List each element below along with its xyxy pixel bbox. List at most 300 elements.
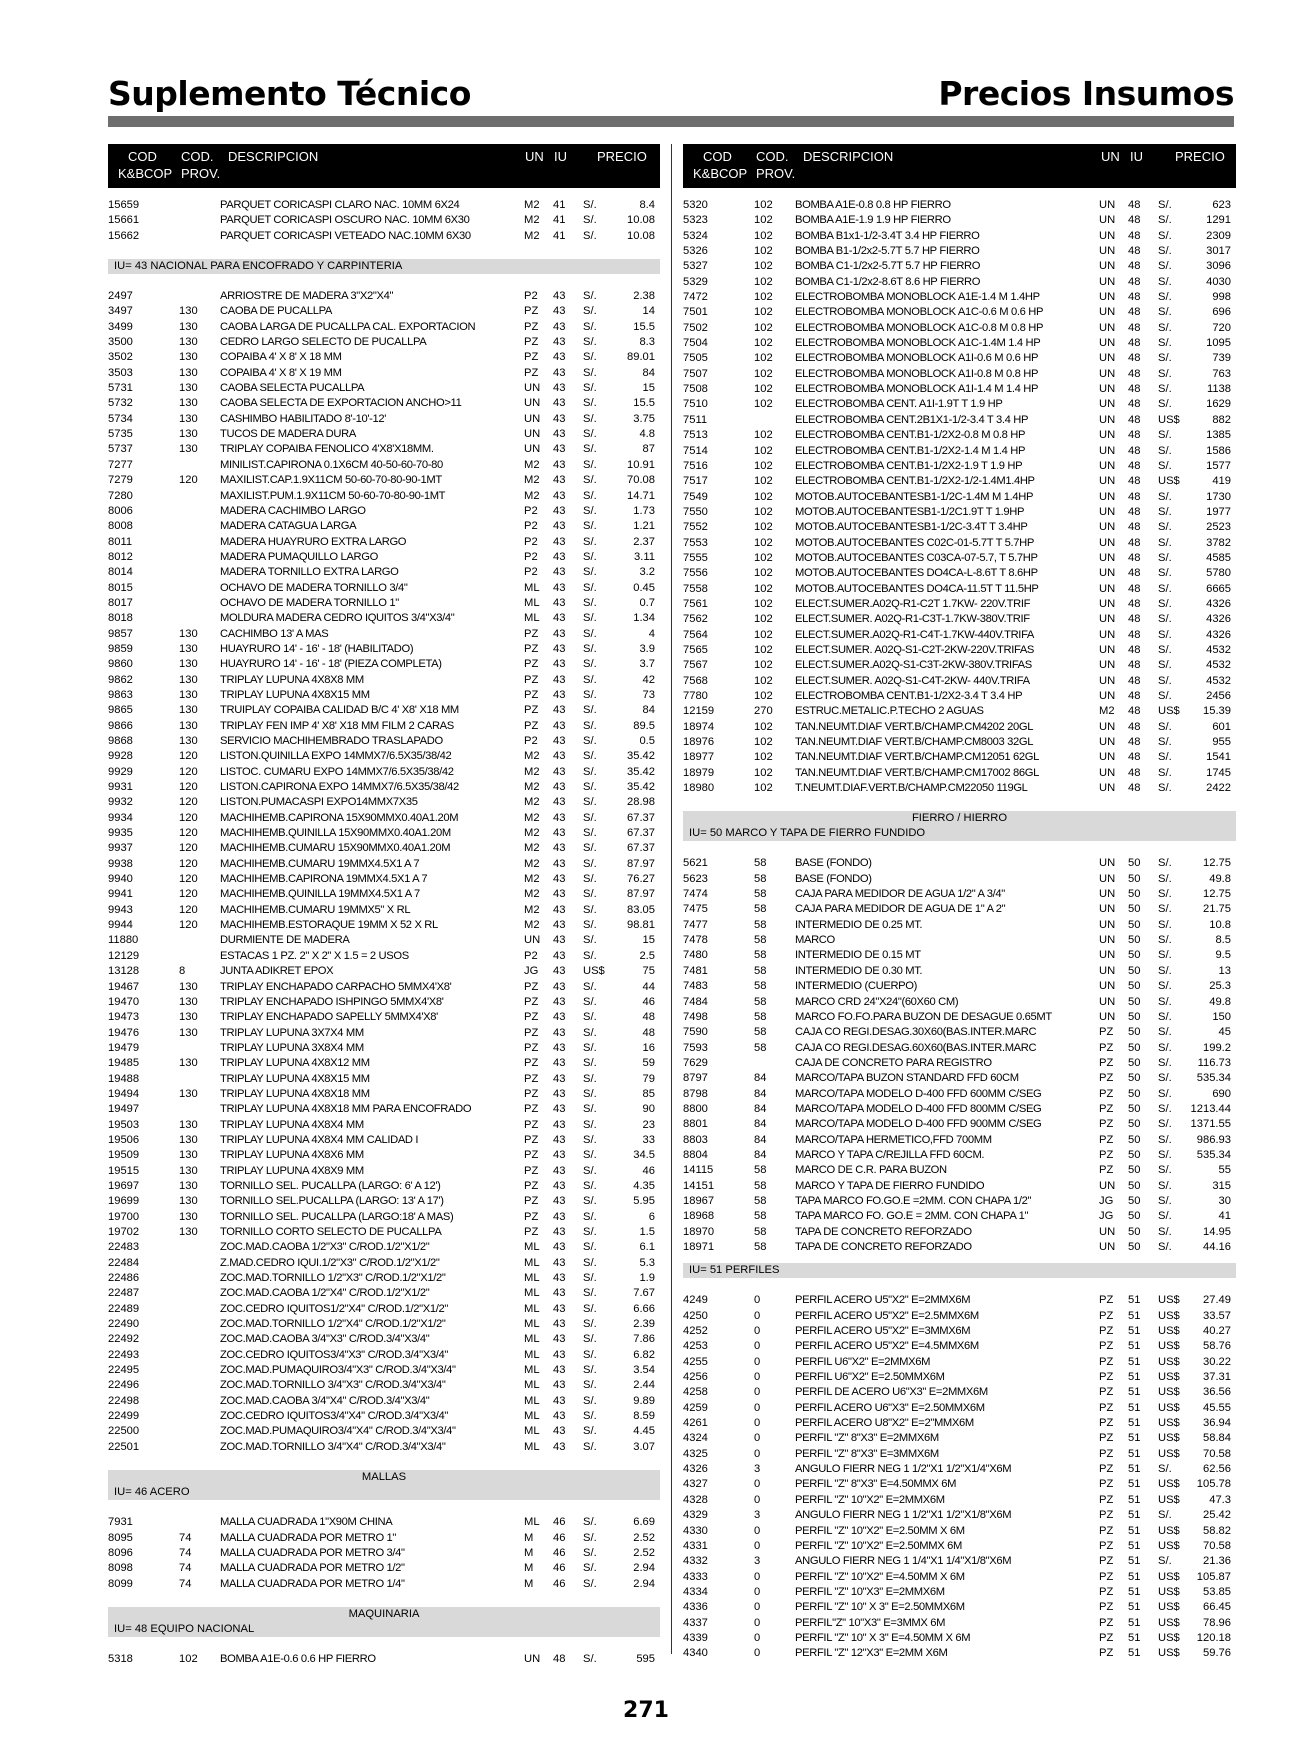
- cell-un: JG: [524, 965, 539, 978]
- cell-prov: 120: [179, 873, 198, 886]
- cell-prov: 102: [754, 643, 773, 656]
- cell-cod: 22501: [108, 1440, 140, 1453]
- cell-iu: 43: [553, 980, 566, 993]
- cell-cod: 7472: [683, 291, 708, 304]
- cell-currency: S/.: [583, 474, 597, 487]
- cell-currency: S/.: [583, 535, 597, 548]
- cell-description: CACHIMBO 13' A MAS: [220, 627, 329, 640]
- cell-description: MACHIHEMB.ESTORAQUE 19MM X 52 X RL: [220, 919, 438, 932]
- cell-cod: 8008: [108, 520, 133, 533]
- cell-iu: 50: [1128, 1087, 1141, 1100]
- cell-iu: 48: [1128, 275, 1141, 288]
- cell-iu: 48: [1128, 766, 1141, 779]
- cell-iu: 43: [553, 642, 566, 655]
- table-row: [683, 1493, 1236, 1508]
- table-row: [108, 719, 660, 734]
- cell-price: 4326: [1206, 613, 1231, 626]
- cell-description: DURMIENTE DE MADERA: [220, 934, 350, 947]
- cell-cod: 9934: [108, 811, 133, 824]
- cell-cod: 18980: [683, 782, 715, 795]
- cell-prov: 0: [754, 1432, 761, 1445]
- cell-price: 35.42: [627, 781, 655, 794]
- table-row: [683, 1179, 1236, 1194]
- cell-currency: S/.: [583, 199, 597, 211]
- cell-price: 1138: [1206, 383, 1231, 396]
- cell-prov: 102: [179, 1652, 198, 1665]
- cell-iu: 50: [1128, 995, 1141, 1008]
- cell-cod: 5732: [108, 397, 133, 410]
- cell-un: PZ: [1099, 1294, 1114, 1307]
- cell-price: 16: [642, 1041, 655, 1054]
- cell-un: ML: [524, 1516, 540, 1529]
- cell-price: 3.07: [633, 1440, 655, 1453]
- table-row: [108, 1240, 660, 1255]
- table-row: [108, 366, 660, 381]
- cell-prov: 102: [754, 306, 773, 319]
- cell-price: 1213.44: [1190, 1102, 1231, 1115]
- cell-price: 8.3: [639, 336, 655, 349]
- cell-iu: 50: [1128, 1210, 1141, 1223]
- cell-prov: 130: [179, 305, 198, 318]
- cell-description: ELECT.SUMER.A02Q-R1-C4T-1.7KW-440V.TRIFA: [795, 628, 1035, 641]
- cell-description: TRUIPLAY COPAIBA CALIDAD B/C 4' X8' X18 MM: [220, 704, 459, 717]
- cell-cod: 9932: [108, 796, 133, 809]
- cell-price: 2.37: [633, 535, 655, 548]
- cell-currency: S/.: [1158, 459, 1172, 472]
- cell-currency: S/.: [583, 627, 597, 640]
- cell-description: BASE (FONDO): [795, 872, 872, 885]
- table-row: [108, 765, 660, 780]
- cell-un: M2: [524, 842, 540, 855]
- table-row: [683, 1133, 1236, 1148]
- cell-description: TRIPLAY LUPUNA 4X8X6 MM: [220, 1149, 364, 1162]
- cell-iu: 50: [1128, 1133, 1141, 1146]
- cell-un: UN: [1099, 690, 1116, 702]
- cell-un: UN: [524, 382, 541, 395]
- cell-price: 1.21: [633, 520, 655, 533]
- cell-price: 13: [1218, 964, 1231, 977]
- cell-iu: 48: [1128, 214, 1141, 227]
- cell-description: ZOC.MAD.TORNILLO 3/4"X3" C/ROD.3/4"X3/4": [220, 1379, 446, 1392]
- cell-un: M2: [524, 199, 540, 211]
- cell-currency: S/.: [1158, 199, 1172, 211]
- cell-cod: 5737: [108, 443, 133, 456]
- cell-iu: 51: [1128, 1371, 1141, 1384]
- cell-cod: 13128: [108, 965, 140, 978]
- cell-un: PZ: [1099, 1087, 1114, 1100]
- cell-un: PZ: [524, 980, 539, 993]
- cell-cod: 22483: [108, 1241, 140, 1254]
- cell-price: 6.69: [633, 1516, 655, 1529]
- table-row: [683, 1447, 1236, 1462]
- cell-un: UN: [1099, 429, 1116, 442]
- left-price-table: [108, 144, 660, 1667]
- cell-un: PZ: [524, 1179, 539, 1192]
- cell-cod: 4330: [683, 1524, 708, 1537]
- cell-un: PZ: [524, 305, 539, 318]
- cell-un: PZ: [524, 719, 539, 732]
- table-row: [683, 474, 1236, 489]
- cell-currency: S/.: [583, 658, 597, 671]
- cell-description: MARCO/TAPA MODELO D-400 FFD 900MM C/SEG: [795, 1118, 1042, 1131]
- cell-price: 62.56: [1203, 1463, 1231, 1476]
- cell-prov: 3: [754, 1509, 761, 1522]
- cell-description: SERVICIO MACHIHEMBRADO TRASLAPADO: [220, 735, 443, 747]
- cell-currency: S/.: [1158, 1555, 1172, 1568]
- cell-price: 67.37: [627, 842, 655, 855]
- table-row: [108, 1118, 660, 1133]
- table-row: [108, 1302, 660, 1317]
- cell-currency: S/.: [1158, 1133, 1172, 1146]
- cell-price: 76.27: [627, 873, 655, 886]
- cell-cod: 22486: [108, 1272, 140, 1285]
- cell-cod: 19473: [108, 1011, 140, 1024]
- table-row: [108, 627, 660, 642]
- cell-iu: 48: [1128, 337, 1141, 350]
- cell-un: UN: [524, 412, 541, 425]
- cell-iu: 48: [1128, 613, 1141, 626]
- cell-currency: S/.: [583, 1241, 597, 1254]
- cell-currency: S/.: [583, 642, 597, 655]
- table-row: [683, 1071, 1236, 1086]
- cell-description: PERFIL DE ACERO U6"X3" E=2MMX6M: [795, 1386, 988, 1399]
- cell-un: UN: [1099, 888, 1116, 901]
- cell-price: 70.08: [627, 474, 655, 487]
- row-spacer: [683, 1278, 1236, 1293]
- cell-price: 21.36: [1203, 1555, 1231, 1568]
- cell-prov: 130: [179, 1226, 198, 1238]
- cell-un: UN: [1099, 199, 1116, 211]
- cell-un: UN: [1099, 505, 1116, 518]
- cell-cod: 4333: [683, 1570, 708, 1583]
- cell-prov: 130: [179, 382, 198, 395]
- cell-un: ML: [524, 1348, 540, 1361]
- cell-cod: 22489: [108, 1302, 140, 1315]
- cell-cod: 7565: [683, 643, 708, 656]
- cell-un: M2: [524, 811, 540, 824]
- cell-cod: 7510: [683, 398, 708, 411]
- cell-price: 83.05: [627, 903, 655, 916]
- cell-un: M2: [524, 229, 540, 242]
- cell-price: 1095: [1206, 337, 1231, 350]
- cell-currency: S/.: [1158, 888, 1172, 901]
- table-row: [108, 933, 660, 948]
- cell-currency: US$: [1158, 1417, 1180, 1430]
- subsection-heading: IU= 46 ACERO: [108, 1485, 660, 1500]
- cell-prov: 130: [179, 735, 198, 747]
- cell-currency: S/.: [1158, 1010, 1172, 1023]
- table-row: [108, 918, 660, 933]
- cell-iu: 50: [1128, 934, 1141, 947]
- table-row: [108, 1041, 660, 1056]
- cell-un: UN: [1099, 475, 1116, 488]
- cell-prov: 74: [179, 1546, 192, 1559]
- cell-un: PZ: [1099, 1133, 1114, 1146]
- cell-description: PERFIL "Z" 10"X3" E=2MMX6M: [795, 1585, 945, 1598]
- cell-cod: 7558: [683, 582, 708, 595]
- cell-price: 14.71: [627, 489, 655, 502]
- cell-cod: 22496: [108, 1379, 140, 1392]
- cell-price: 87.97: [627, 888, 655, 901]
- table-row: [683, 490, 1236, 505]
- cell-price: 67.37: [627, 811, 655, 824]
- cell-description: ELECTROBOMBA CENT.B1-1/2X2-1/2-1.4M1.4HP: [795, 475, 1035, 488]
- cell-price: 1745: [1206, 766, 1231, 779]
- cell-description: MACHIHEMB.CUMARU 19MMX5" X RL: [220, 903, 411, 916]
- cell-price: 120.18: [1196, 1631, 1231, 1644]
- cell-cod: 18977: [683, 751, 715, 764]
- cell-currency: S/.: [1158, 367, 1172, 380]
- header-cod: COD: [703, 149, 732, 164]
- cell-currency: S/.: [583, 1302, 597, 1315]
- cell-price: 3.9: [639, 642, 655, 655]
- cell-cod: 4256: [683, 1371, 708, 1384]
- cell-price: 4.45: [633, 1425, 655, 1438]
- cell-iu: 50: [1128, 949, 1141, 962]
- table-row: [108, 749, 660, 764]
- cell-cod: 3500: [108, 336, 133, 349]
- cell-description: PARQUET CORICASPI CLARO NAC. 10MM 6X24: [220, 199, 460, 211]
- cell-un: UN: [1099, 567, 1116, 580]
- cell-description: HUAYRURO 14' - 16' - 18' (PIEZA COMPLETA): [220, 658, 442, 671]
- cell-un: UN: [1099, 444, 1116, 457]
- cell-iu: 50: [1128, 1041, 1141, 1054]
- cell-prov: 102: [754, 582, 773, 595]
- cell-prov: 102: [754, 214, 773, 227]
- cell-un: PZ: [1099, 1493, 1114, 1506]
- cell-un: M: [524, 1531, 534, 1544]
- cell-currency: S/.: [1158, 1148, 1172, 1161]
- header-cod-prov: COD.: [181, 149, 214, 164]
- cell-cod: 5621: [683, 857, 708, 870]
- cell-cod: 22498: [108, 1394, 140, 1407]
- cell-un: PZ: [1099, 1340, 1114, 1353]
- cell-description: LISTON.CAPIRONA EXPO 14MMX7/6.5X35/38/42: [220, 781, 459, 794]
- cell-iu: 43: [553, 1057, 566, 1070]
- cell-price: 35.42: [627, 765, 655, 778]
- cell-iu: 48: [1128, 383, 1141, 396]
- cell-cod: 3497: [108, 305, 133, 318]
- cell-price: 79: [642, 1072, 655, 1085]
- cell-prov: 0: [754, 1570, 761, 1583]
- cell-iu: 43: [553, 627, 566, 640]
- cell-currency: S/.: [1158, 1225, 1172, 1238]
- cell-prov: 102: [754, 291, 773, 304]
- cell-un: PZ: [524, 1226, 539, 1238]
- cell-cod: 7475: [683, 903, 708, 916]
- cell-cod: 22484: [108, 1256, 140, 1269]
- cell-price: 535.34: [1196, 1148, 1231, 1161]
- row-spacer: [683, 1255, 1236, 1263]
- table-row: [683, 397, 1236, 412]
- cell-prov: 102: [754, 551, 773, 564]
- cell-prov: 102: [754, 766, 773, 779]
- cell-price: 36.56: [1203, 1386, 1231, 1399]
- cell-description: MALLA CUADRADA 1"X90M CHINA: [220, 1516, 393, 1529]
- cell-currency: S/.: [1158, 995, 1172, 1008]
- cell-currency: S/.: [583, 980, 597, 993]
- cell-cod: 5329: [683, 275, 708, 288]
- cell-iu: 43: [553, 428, 566, 441]
- cell-un: PZ: [1099, 1524, 1114, 1537]
- cell-price: 40.27: [1203, 1325, 1231, 1338]
- cell-prov: 130: [179, 336, 198, 349]
- cell-iu: 48: [1128, 782, 1141, 795]
- cell-description: ZOC.CEDRO IQUITOS3/4"X3" C/ROD.3/4"X3/4": [220, 1348, 448, 1361]
- cell-iu: 51: [1128, 1432, 1141, 1445]
- cell-iu: 48: [1128, 567, 1141, 580]
- cell-prov: 0: [754, 1325, 761, 1338]
- cell-iu: 43: [553, 1302, 566, 1315]
- cell-price: 33: [642, 1133, 655, 1146]
- cell-currency: S/.: [1158, 1087, 1172, 1100]
- cell-cod: 7516: [683, 459, 708, 472]
- cell-currency: S/.: [1158, 490, 1172, 503]
- section-heading: MALLAS: [108, 1470, 660, 1485]
- cell-currency: S/.: [583, 888, 597, 901]
- cell-cod: 19503: [108, 1118, 140, 1131]
- cell-price: 98.81: [627, 919, 655, 932]
- cell-currency: US$: [1158, 1309, 1180, 1322]
- table-row: [108, 872, 660, 887]
- right-price-table: [683, 144, 1236, 1662]
- table-row: [108, 642, 660, 657]
- cell-iu: 43: [553, 1087, 566, 1100]
- cell-description: MOTOB.AUTOCEBANTESB1-1/2C-1.4M M 1.4HP: [795, 490, 1034, 503]
- cell-prov: 58: [754, 918, 767, 931]
- cell-description: PERFIL ACERO U5"X2" E=3MMX6M: [795, 1325, 971, 1338]
- table-row: [108, 964, 660, 979]
- cell-iu: 41: [553, 214, 566, 227]
- cell-price: 2.38: [633, 290, 655, 303]
- cell-iu: 43: [553, 873, 566, 886]
- table-row: [108, 1531, 660, 1546]
- cell-cod: 5731: [108, 382, 133, 395]
- cell-cod: 4328: [683, 1493, 708, 1506]
- cell-currency: S/.: [583, 1379, 597, 1392]
- cell-description: ELECT.SUMER. A02Q-R1-C3T-1.7KW-380V.TRIF: [795, 613, 1030, 626]
- cell-price: 1291: [1206, 214, 1231, 227]
- cell-iu: 48: [1128, 674, 1141, 687]
- cell-un: ML: [524, 1364, 540, 1377]
- cell-un: PZ: [1099, 1447, 1114, 1460]
- table-row: [683, 1240, 1236, 1255]
- cell-cod: 8006: [108, 504, 133, 517]
- cell-iu: 43: [553, 1026, 566, 1039]
- table-row: [108, 381, 660, 396]
- cell-currency: S/.: [583, 1516, 597, 1529]
- table-row: [108, 1010, 660, 1025]
- cell-un: ML: [524, 1241, 540, 1254]
- cell-iu: 43: [553, 658, 566, 671]
- cell-un: PZ: [1099, 1325, 1114, 1338]
- cell-currency: US$: [583, 965, 605, 978]
- cell-description: MARCO/TAPA HERMETICO,FFD 700MM: [795, 1133, 992, 1146]
- cell-description: ZOC.MAD.CAOBA 3/4"X4" C/ROD.3/4"X3/4": [220, 1394, 430, 1407]
- cell-currency: S/.: [583, 919, 597, 932]
- cell-price: 3.2: [639, 566, 655, 579]
- cell-description: LISTON.PUMACASPI EXPO14MMX7X35: [220, 796, 418, 809]
- cell-description: ELECT.SUMER. A02Q-S1-C2T-2KW-220V.TRIFAS: [795, 643, 1035, 656]
- cell-un: UN: [1099, 1010, 1116, 1023]
- cell-cod: 22492: [108, 1333, 140, 1346]
- cell-iu: 43: [553, 965, 566, 978]
- cell-cod: 9940: [108, 873, 133, 886]
- cell-currency: S/.: [583, 382, 597, 395]
- cell-iu: 48: [1128, 736, 1141, 749]
- cell-price: 84: [642, 366, 655, 379]
- cell-iu: 51: [1128, 1509, 1141, 1522]
- cell-prov: 102: [754, 337, 773, 350]
- cell-prov: 58: [754, 995, 767, 1008]
- cell-un: P2: [524, 504, 538, 517]
- cell-price: 1.73: [633, 504, 655, 517]
- table-row: [683, 1600, 1236, 1615]
- cell-description: MACHIHEMB.CUMARU 15X90MMX0.40A1.20M: [220, 842, 451, 855]
- cell-currency: US$: [1158, 1616, 1180, 1629]
- cell-description: MAXILIST.PUM.1.9X11CM 50-60-70-80-90-1MT: [220, 489, 446, 502]
- cell-prov: 130: [179, 627, 198, 640]
- cell-cod: 7478: [683, 934, 708, 947]
- cell-description: ELECTROBOMBA CENT.B1-1/2X2-0.8 M 0.8 HP: [795, 429, 1026, 442]
- cell-description: PERFIL "Z" 10"X2" E=2MMX6M: [795, 1493, 945, 1506]
- cell-un: UN: [1099, 1179, 1116, 1192]
- cell-price: 35.42: [627, 750, 655, 763]
- cell-price: 78.96: [1203, 1616, 1231, 1629]
- cell-currency: S/.: [1158, 1509, 1172, 1522]
- cell-price: 36.94: [1203, 1417, 1231, 1430]
- page-title-left: Suplemento Técnico: [108, 74, 471, 113]
- cell-cod: 11880: [108, 934, 139, 947]
- row-spacer: [108, 1637, 660, 1652]
- cell-cod: 4339: [683, 1631, 708, 1644]
- table-row: [108, 1072, 660, 1087]
- cell-price: 15.5: [633, 320, 655, 333]
- cell-cod: 7507: [683, 367, 708, 380]
- cell-description: ELECTROBOMBA MONOBLOCK A1I-0.6 M 0.6 HP: [795, 352, 1039, 365]
- table-row: [108, 1286, 660, 1301]
- cell-price: 1977: [1206, 505, 1231, 518]
- cell-price: 4326: [1206, 628, 1231, 641]
- cell-prov: 130: [179, 320, 198, 333]
- cell-iu: 43: [553, 949, 566, 962]
- cell-price: 10.08: [627, 214, 655, 227]
- cell-cod: 8017: [108, 596, 133, 609]
- cell-description: CAOBA SELECTA PUCALLPA: [220, 382, 365, 395]
- cell-un: PZ: [524, 1072, 539, 1085]
- cell-un: M2: [524, 857, 540, 870]
- cell-description: MARCO/TAPA MODELO D-400 FFD 600MM C/SEG: [795, 1087, 1042, 1100]
- cell-iu: 43: [553, 1179, 566, 1192]
- cell-description: BOMBA A1E-0.6 0.6 HP FIERRO: [220, 1652, 376, 1665]
- cell-prov: 0: [754, 1386, 761, 1399]
- row-spacer: [108, 274, 660, 289]
- cell-prov: 102: [754, 275, 773, 288]
- table-row: [108, 335, 660, 350]
- cell-description: CAJA CO REGI.DESAG.60X60(BAS.INTER.MARC: [795, 1041, 1037, 1054]
- cell-iu: 43: [553, 995, 566, 1008]
- cell-price: 690: [1212, 1087, 1231, 1100]
- cell-currency: S/.: [1158, 674, 1172, 687]
- table-row: [683, 290, 1236, 305]
- cell-cod: 7480: [683, 949, 708, 962]
- cell-prov: 102: [754, 245, 773, 258]
- cell-description: TRIPLAY LUPUNA 4X8X4 MM CALIDAD I: [220, 1133, 419, 1146]
- cell-price: 150: [1212, 1010, 1231, 1023]
- cell-iu: 48: [1128, 245, 1141, 258]
- cell-iu: 48: [1128, 521, 1141, 534]
- cell-price: 4: [648, 627, 655, 640]
